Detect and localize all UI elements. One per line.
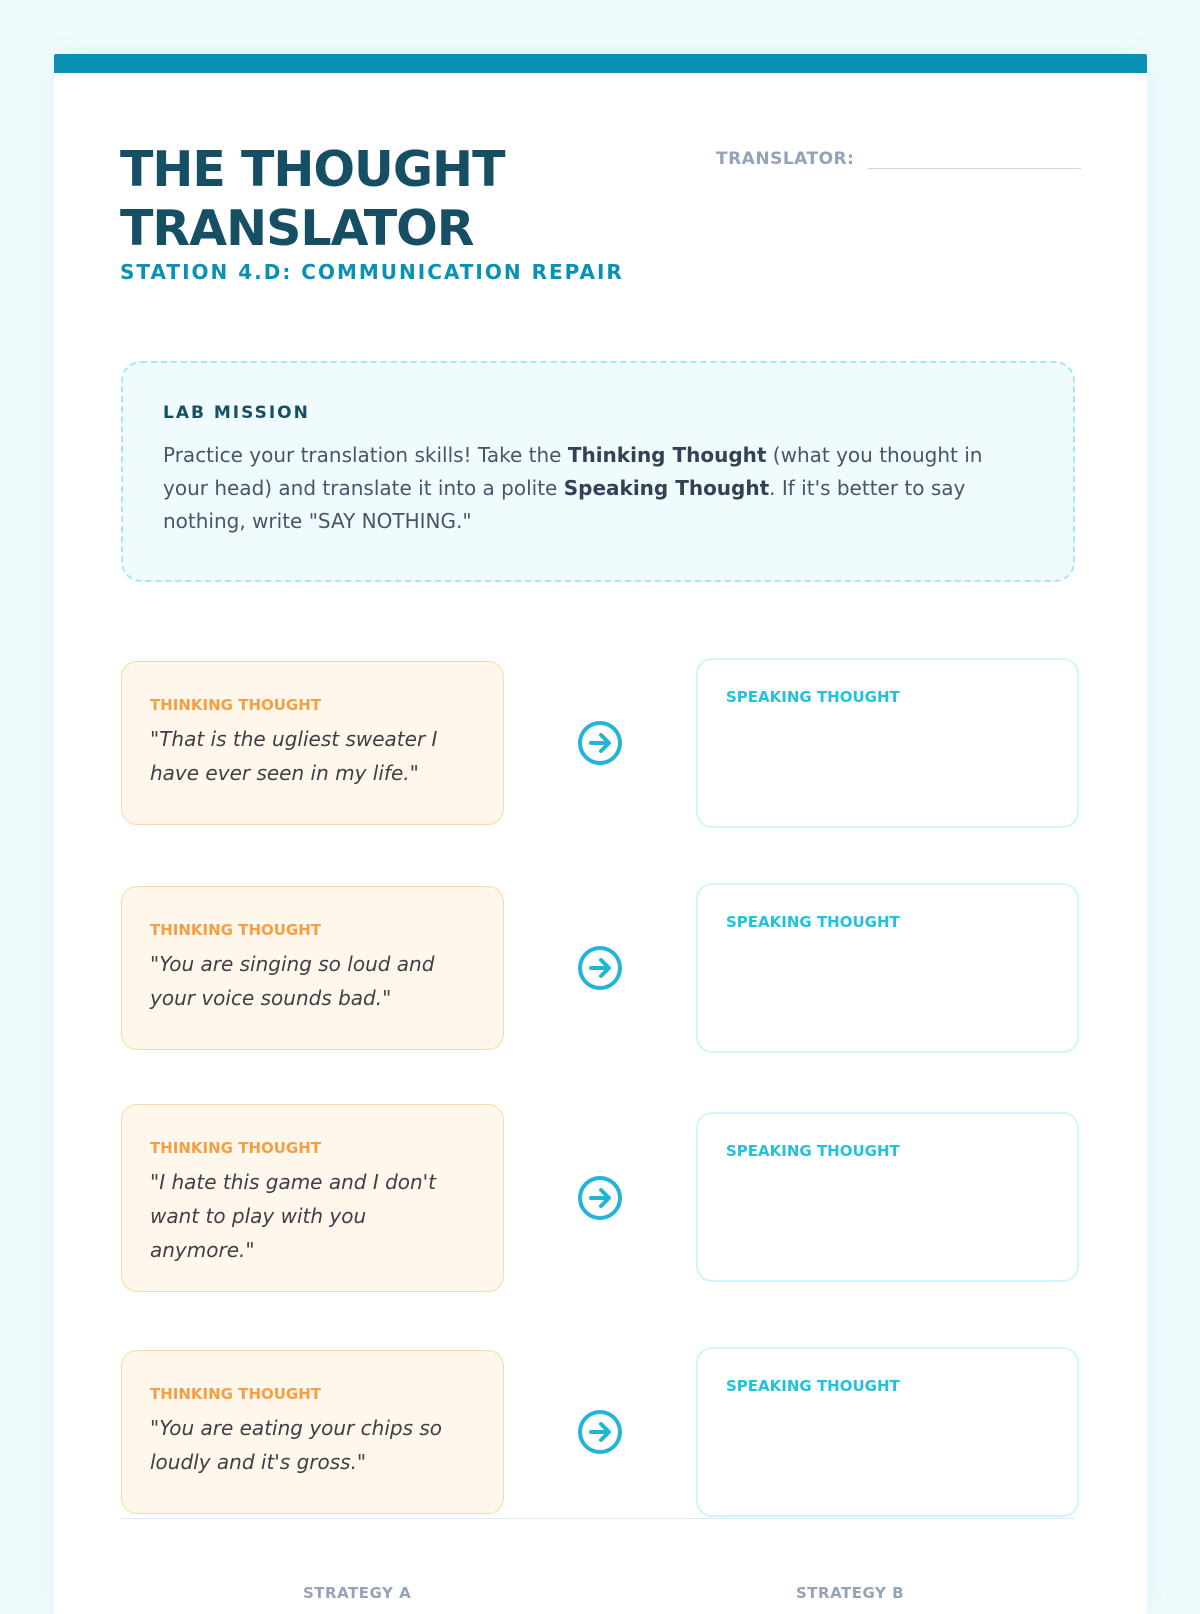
translator-label: TRANSLATOR:	[716, 149, 855, 169]
speaking-label: SPEAKING THOUGHT	[726, 913, 900, 931]
translator-field	[716, 146, 1081, 169]
page-title	[120, 140, 505, 258]
mission-text-part-2: (what you thought in your head) and translate it into a polite	[163, 443, 983, 500]
mission-heading: LAB MISSION	[163, 403, 310, 423]
mission-bold-speaking: Speaking Thought	[563, 476, 770, 500]
strategy-b-label: STRATEGY B	[796, 1584, 905, 1602]
mission-text	[163, 439, 1033, 538]
translation-row-1	[121, 658, 1075, 828]
thinking-text: "I hate this game and I don't want to play with you anymore."	[150, 1170, 437, 1262]
thinking-label: THINKING THOUGHT	[150, 696, 322, 714]
speaking-answer-box[interactable]	[696, 1112, 1079, 1282]
thinking-text: "You are eating your chips so loudly and it's gross."	[150, 1416, 443, 1474]
speaking-label: SPEAKING THOUGHT	[726, 688, 900, 706]
thinking-card	[121, 886, 504, 1050]
thinking-label: THINKING THOUGHT	[150, 921, 322, 939]
speaking-label: SPEAKING THOUGHT	[726, 1377, 900, 1395]
speaking-answer-box[interactable]	[696, 1347, 1079, 1517]
thinking-text: "That is the ugliest sweater I have ever seen in my life."	[150, 727, 438, 785]
arrow-right-circle-icon	[577, 945, 623, 991]
thinking-label: THINKING THOUGHT	[150, 1139, 322, 1157]
speaking-label: SPEAKING THOUGHT	[726, 1142, 900, 1160]
page-subtitle: STATION 4.D: COMMUNICATION REPAIR	[120, 260, 624, 284]
thinking-text: "You are singing so loud and your voice sounds bad."	[150, 952, 435, 1010]
section-divider	[121, 1518, 1075, 1519]
speaking-answer-box[interactable]	[696, 883, 1079, 1053]
translation-row-3	[121, 1104, 1075, 1292]
thinking-label: THINKING THOUGHT	[150, 1385, 322, 1403]
strategy-a-label: STRATEGY A	[303, 1584, 412, 1602]
lab-mission-box	[121, 361, 1075, 582]
translation-row-2	[121, 883, 1075, 1053]
title-line-2: TRANSLATOR	[120, 200, 474, 257]
mission-text-part-3: . If it's better to say nothing, write "SAY NOTHING."	[163, 476, 966, 533]
thinking-card	[121, 661, 504, 825]
mission-bold-thinking: Thinking Thought	[567, 443, 767, 467]
arrow-right-circle-icon	[577, 720, 623, 766]
speaking-answer-box[interactable]	[696, 658, 1079, 828]
thinking-card	[121, 1350, 504, 1514]
worksheet	[54, 54, 1147, 1614]
translator-name-line[interactable]	[868, 146, 1081, 169]
mission-text-part-1: Practice your translation skills! Take the	[163, 443, 568, 467]
arrow-right-circle-icon	[577, 1175, 623, 1221]
translation-row-4	[121, 1347, 1075, 1517]
thinking-card	[121, 1104, 504, 1292]
arrow-right-circle-icon	[577, 1409, 623, 1455]
title-line-1: THE THOUGHT	[120, 141, 505, 198]
top-accent-bar	[54, 54, 1147, 73]
